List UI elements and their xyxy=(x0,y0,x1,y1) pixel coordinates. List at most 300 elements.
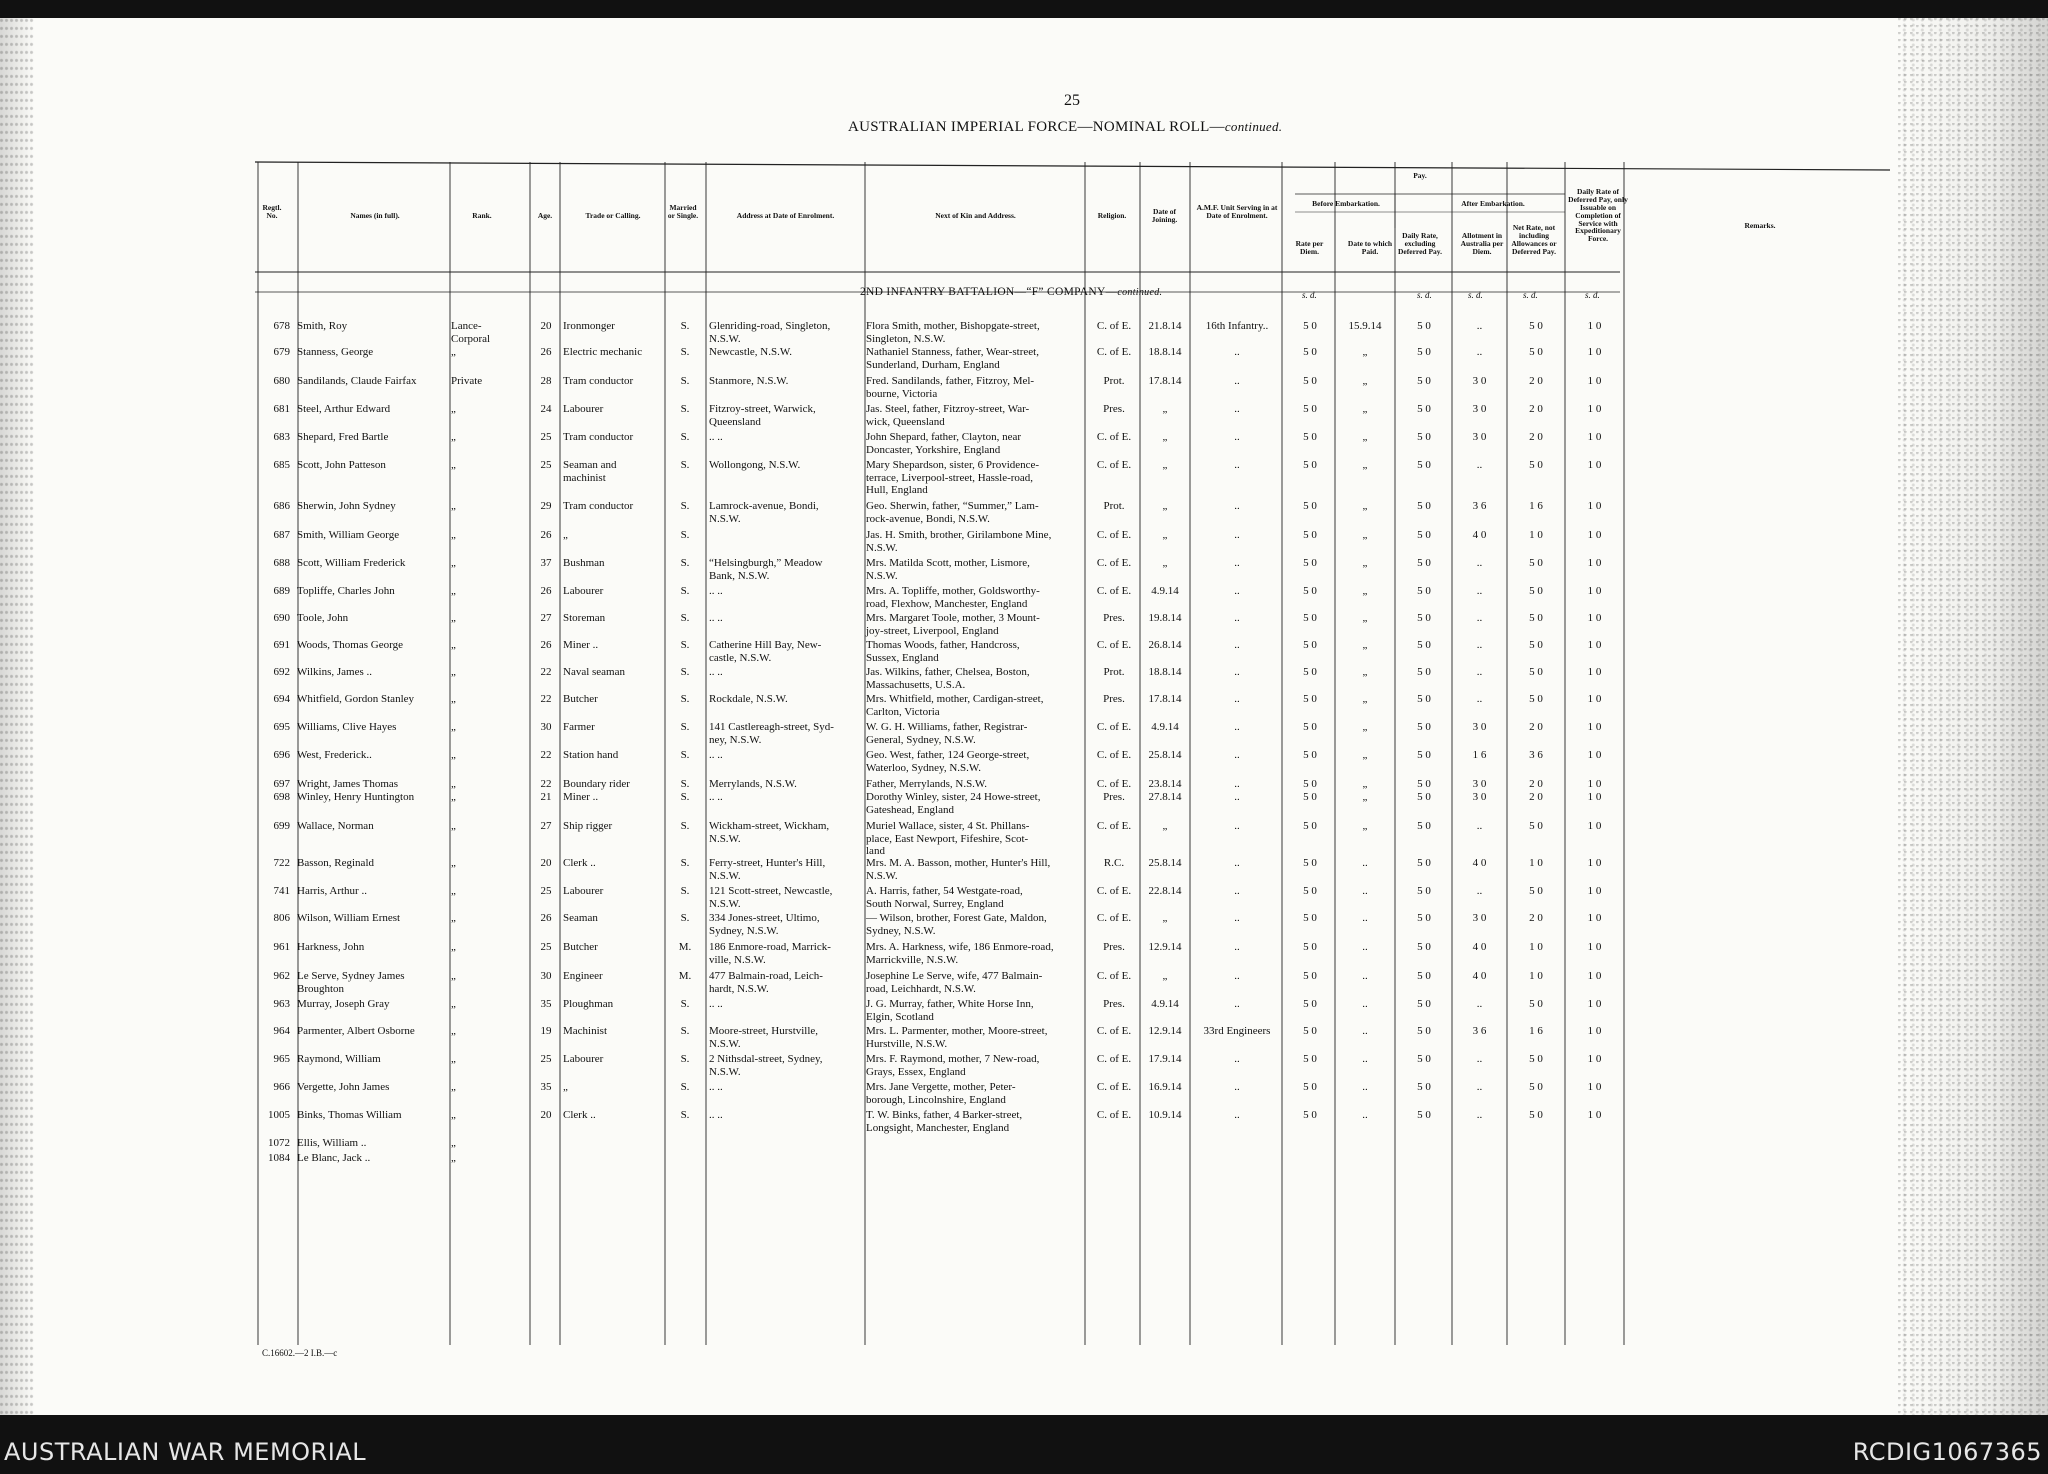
cell-daily-rate: 5 0 xyxy=(1417,778,1431,790)
cell-rate-per-diem: 5 0 xyxy=(1303,500,1317,512)
cell-unit: .. xyxy=(1234,639,1240,651)
cell-rate-per-diem: 5 0 xyxy=(1303,1109,1317,1121)
cell-daily-rate: 5 0 xyxy=(1417,403,1431,415)
cell-allotment: 1 6 xyxy=(1472,749,1487,761)
header-unit: A.M.F. Unit Serving in at Date of Enrolment. xyxy=(1196,203,1278,220)
cell-religion: C. of E. xyxy=(1096,820,1132,832)
cell-unit: .. xyxy=(1234,585,1240,597)
cell-rank: „ xyxy=(451,557,456,569)
cell-address: Merrylands, N.S.W. xyxy=(709,778,797,790)
cell-date-joined: 4.9.14 xyxy=(1151,585,1179,597)
cell-married-single: S. xyxy=(680,1109,690,1121)
cell-trade: Electric mechanic xyxy=(563,346,643,358)
cell-net-rate: 2 0 xyxy=(1529,431,1543,443)
cell-date-joined: 19.8.14 xyxy=(1148,612,1182,624)
cell-religion: C. of E. xyxy=(1096,459,1132,471)
cell-religion: C. of E. xyxy=(1096,778,1132,790)
cell-deferred-pay: 1 0 xyxy=(1587,585,1602,597)
cell-married-single: S. xyxy=(680,857,690,869)
cell-net-rate: 5 0 xyxy=(1529,1109,1543,1121)
cell-rank: „ xyxy=(451,885,456,897)
cell-date-joined: 18.8.14 xyxy=(1148,666,1182,678)
cell-regtl-no: 680 xyxy=(273,375,290,387)
cell-rate-per-diem: 5 0 xyxy=(1303,1081,1317,1093)
header-address: Address at Date of Enrolment. xyxy=(736,211,835,220)
cell-daily-rate: 5 0 xyxy=(1417,970,1431,982)
cell-address: Fitzroy-street, Warwick, Queensland xyxy=(709,403,816,428)
cell-unit: .. xyxy=(1234,500,1240,512)
header-name: Names (in full). xyxy=(350,211,400,220)
cell-date-joined: 4.9.14 xyxy=(1151,998,1179,1010)
cell-name: West, Frederick.. xyxy=(297,749,372,761)
cell-date-joined: „ xyxy=(1162,459,1168,471)
cell-religion: C. of E. xyxy=(1096,970,1132,982)
cell-trade: Miner .. xyxy=(563,639,599,651)
cell-rate-per-diem: 5 0 xyxy=(1303,857,1317,869)
header-religion: Religion. xyxy=(1097,211,1127,220)
cell-trade: „ xyxy=(563,529,568,541)
cell-rate-per-diem: 5 0 xyxy=(1303,459,1317,471)
cell-trade: Labourer xyxy=(563,1053,604,1065)
cell-allotment: 4 0 xyxy=(1472,529,1487,541)
cell-married-single: S. xyxy=(680,431,690,443)
cell-date-paid: „ xyxy=(1362,431,1368,443)
cell-unit: .. xyxy=(1234,857,1240,869)
cell-name: Scott, William Frederick xyxy=(297,557,406,569)
cell-regtl-no: 694 xyxy=(273,693,290,705)
cell-net-rate: 5 0 xyxy=(1529,820,1543,832)
cell-name: Binks, Thomas William xyxy=(297,1109,402,1121)
page-title-suffix: continued. xyxy=(1224,119,1283,134)
cell-net-rate: 1 0 xyxy=(1529,970,1543,982)
cell-daily-rate: 5 0 xyxy=(1417,941,1431,953)
cell-daily-rate: 5 0 xyxy=(1417,791,1431,803)
cell-regtl-no: 689 xyxy=(273,585,290,597)
cell-net-rate: 5 0 xyxy=(1529,998,1543,1010)
cell-rate-per-diem: 5 0 xyxy=(1303,721,1317,733)
cell-religion: C. of E. xyxy=(1096,585,1132,597)
cell-allotment: .. xyxy=(1476,320,1483,332)
cell-rate-per-diem: 5 0 xyxy=(1303,666,1317,678)
cell-deferred-pay: 1 0 xyxy=(1587,459,1602,471)
cell-allotment: 3 0 xyxy=(1472,791,1487,803)
cell-daily-rate: 5 0 xyxy=(1417,431,1431,443)
header-after-embarkation: After Embarkation. xyxy=(1461,199,1525,208)
cell-name: Harris, Arthur .. xyxy=(297,885,367,897)
cell-rate-per-diem: 5 0 xyxy=(1303,557,1317,569)
cell-rate-per-diem: 5 0 xyxy=(1303,639,1317,651)
cell-married-single: S. xyxy=(680,557,690,569)
cell-unit: .. xyxy=(1234,998,1240,1010)
cell-name: Shepard, Fred Bartle xyxy=(297,431,389,443)
cell-religion: C. of E. xyxy=(1096,529,1132,541)
cell-date-paid: .. xyxy=(1362,1025,1368,1037)
cell-religion: Prot. xyxy=(1103,500,1125,512)
cell-allotment: .. xyxy=(1476,585,1483,597)
cell-regtl-no: 681 xyxy=(273,403,290,415)
cell-married-single: S. xyxy=(680,1053,690,1065)
cell-date-joined: 17.8.14 xyxy=(1148,375,1182,387)
cell-address: .. .. xyxy=(709,585,723,597)
header-rate-per-diem: Rate per Diem. xyxy=(1295,239,1324,256)
cell-rate-per-diem: 5 0 xyxy=(1303,820,1317,832)
cell-name: Sandilands, Claude Fairfax xyxy=(297,375,417,387)
cell-unit: .. xyxy=(1234,778,1240,790)
cell-married-single: S. xyxy=(680,1081,690,1093)
cell-religion: Pres. xyxy=(1103,693,1125,705)
cell-name: Williams, Clive Hayes xyxy=(297,721,397,733)
cell-trade: Ship rigger xyxy=(563,820,613,832)
cell-regtl-no: 806 xyxy=(273,912,290,924)
cell-regtl-no: 1005 xyxy=(268,1109,290,1121)
cell-daily-rate: 5 0 xyxy=(1417,346,1431,358)
cell-regtl-no: 685 xyxy=(273,459,290,471)
cell-next-of-kin: Mrs. A. Topliffe, mother, Goldsworthy- road, Flexhow, Manchester, England xyxy=(866,585,1040,610)
cell-rank: „ xyxy=(451,459,456,471)
cell-rank: „ xyxy=(451,791,456,803)
cell-deferred-pay: 1 0 xyxy=(1587,666,1602,678)
cell-married-single: S. xyxy=(680,666,690,678)
cell-rate-per-diem: 5 0 xyxy=(1303,1025,1317,1037)
cell-net-rate: 3 6 xyxy=(1529,749,1543,761)
cell-trade: Clerk .. xyxy=(563,857,596,869)
cell-net-rate: 1 0 xyxy=(1529,857,1543,869)
cell-date-joined: 18.8.14 xyxy=(1148,346,1182,358)
cell-address: 141 Castlereagh-street, Syd- ney, N.S.W. xyxy=(709,721,834,746)
cell-married-single: S. xyxy=(680,778,690,790)
cell-age: 20 xyxy=(540,1109,552,1121)
cell-rate-per-diem: 5 0 xyxy=(1303,612,1317,624)
cell-allotment: .. xyxy=(1476,557,1483,569)
cell-trade: Naval seaman xyxy=(563,666,625,678)
cell-age: 22 xyxy=(540,749,552,761)
cell-rank: „ xyxy=(451,1109,456,1121)
cell-trade: Labourer xyxy=(563,585,604,597)
cell-net-rate: 5 0 xyxy=(1529,612,1543,624)
cell-address: Glenriding-road, Singleton, N.S.W. xyxy=(709,320,831,345)
cell-religion: C. of E. xyxy=(1096,557,1132,569)
cell-net-rate: 5 0 xyxy=(1529,639,1543,651)
cell-date-joined: 12.9.14 xyxy=(1148,1025,1182,1037)
cell-date-joined: 21.8.14 xyxy=(1148,320,1182,332)
cell-date-paid: „ xyxy=(1362,585,1368,597)
cell-unit: .. xyxy=(1234,941,1240,953)
cell-allotment: 3 0 xyxy=(1472,912,1487,924)
cell-trade: Farmer xyxy=(563,721,595,733)
cell-unit: .. xyxy=(1234,693,1240,705)
cell-date-paid: „ xyxy=(1362,500,1368,512)
cell-married-single: S. xyxy=(680,791,690,803)
cell-religion: C. of E. xyxy=(1096,431,1132,443)
cell-address: 2 Nithsdal-street, Sydney, N.S.W. xyxy=(709,1053,823,1078)
cell-regtl-no: 962 xyxy=(273,970,290,982)
cell-married-single: S. xyxy=(680,612,690,624)
cell-date-joined: 17.8.14 xyxy=(1148,693,1182,705)
cell-rate-per-diem: 5 0 xyxy=(1303,941,1317,953)
cell-age: 25 xyxy=(540,1053,552,1065)
cell-net-rate: 2 0 xyxy=(1529,721,1543,733)
cell-religion: C. of E. xyxy=(1096,885,1132,897)
cell-unit: .. xyxy=(1234,970,1240,982)
cell-daily-rate: 5 0 xyxy=(1417,820,1431,832)
cell-name: Winley, Henry Huntington xyxy=(297,791,415,803)
cell-daily-rate: 5 0 xyxy=(1417,375,1431,387)
header-pay: Pay. xyxy=(1413,171,1427,180)
cell-date-paid: „ xyxy=(1362,721,1368,733)
cell-rank: „ xyxy=(451,403,456,415)
cell-next-of-kin: Flora Smith, mother, Bishopgate-street, Singleton, N.S.W. xyxy=(866,320,1040,345)
cell-deferred-pay: 1 0 xyxy=(1587,721,1602,733)
cell-rate-per-diem: 5 0 xyxy=(1303,791,1317,803)
cell-date-paid: „ xyxy=(1362,791,1368,803)
cell-trade: Labourer xyxy=(563,885,604,897)
cell-daily-rate: 5 0 xyxy=(1417,459,1431,471)
cell-age: 25 xyxy=(540,431,552,443)
cell-trade: Machinist xyxy=(563,1025,607,1037)
cell-name: Steel, Arthur Edward xyxy=(297,403,391,415)
cell-allotment: 3 0 xyxy=(1472,721,1487,733)
cell-address: .. .. xyxy=(709,612,723,624)
cell-name: Murray, Joseph Gray xyxy=(297,998,390,1010)
cell-deferred-pay: 1 0 xyxy=(1587,1109,1602,1121)
cell-name: Parmenter, Albert Osborne xyxy=(297,1025,415,1037)
cell-unit: .. xyxy=(1234,529,1240,541)
cell-rank: „ xyxy=(451,1025,456,1037)
cell-rank: „ xyxy=(451,639,456,651)
cell-daily-rate: 5 0 xyxy=(1417,500,1431,512)
cell-next-of-kin: Nathaniel Stanness, father, Wear-street, Sunderland, Durham, England xyxy=(866,346,1039,371)
cell-deferred-pay: 1 0 xyxy=(1587,820,1602,832)
cell-name: Smith, William George xyxy=(297,529,400,541)
cell-trade: Storeman xyxy=(563,612,606,624)
cell-address: Moore-street, Hurstville, N.S.W. xyxy=(709,1025,819,1050)
cell-regtl-no: 696 xyxy=(273,749,290,761)
cell-daily-rate: 5 0 xyxy=(1417,639,1431,651)
cell-religion: C. of E. xyxy=(1096,749,1132,761)
cell-name: Whitfield, Gordon Stanley xyxy=(297,693,415,705)
cell-name: Basson, Reginald xyxy=(297,857,374,869)
cell-married-single: M. xyxy=(678,941,692,953)
cell-name: Wilson, William Ernest xyxy=(297,912,401,924)
cell-allotment: 3 6 xyxy=(1472,1025,1487,1037)
cell-next-of-kin: W. G. H. Williams, father, Registrar- General, Sydney, N.S.W. xyxy=(866,721,1028,746)
cell-unit: .. xyxy=(1234,885,1240,897)
cell-religion: C. of E. xyxy=(1096,912,1132,924)
cell-married-single: S. xyxy=(680,820,690,832)
cell-age: 25 xyxy=(540,459,552,471)
header-date-paid: Date to which Paid. xyxy=(1347,239,1393,256)
cell-rank: „ xyxy=(451,529,456,541)
cell-rank: „ xyxy=(451,1152,456,1164)
cell-deferred-pay: 1 0 xyxy=(1587,500,1602,512)
cell-date-joined: „ xyxy=(1162,431,1168,443)
cell-next-of-kin: Mrs. Matilda Scott, mother, Lismore, N.S.W. xyxy=(866,557,1030,582)
header-date-joining: Date of Joining. xyxy=(1151,207,1178,224)
cell-unit: .. xyxy=(1234,612,1240,624)
table-rule xyxy=(255,162,1890,170)
cell-address: Stanmore, N.S.W. xyxy=(709,375,789,387)
cell-religion: C. of E. xyxy=(1096,1109,1132,1121)
cell-deferred-pay: 1 0 xyxy=(1587,346,1602,358)
cell-deferred-pay: 1 0 xyxy=(1587,693,1602,705)
cell-trade: Ironmonger xyxy=(563,320,615,332)
cell-next-of-kin: — Wilson, brother, Forest Gate, Maldon, Sydney, N.S.W. xyxy=(866,912,1047,937)
cell-age: 22 xyxy=(540,693,552,705)
cell-net-rate: 5 0 xyxy=(1529,585,1543,597)
cell-married-single: S. xyxy=(680,721,690,733)
cell-date-paid: .. xyxy=(1362,912,1368,924)
cell-regtl-no: 964 xyxy=(273,1025,290,1037)
header-married: Married or Single. xyxy=(667,203,699,220)
cell-rank: „ xyxy=(451,912,456,924)
cell-deferred-pay: 1 0 xyxy=(1587,612,1602,624)
cell-net-rate: 5 0 xyxy=(1529,459,1543,471)
cell-name: Le Serve, Sydney James Broughton xyxy=(297,970,405,995)
cell-trade: Miner .. xyxy=(563,791,599,803)
cell-rate-per-diem: 5 0 xyxy=(1303,912,1317,924)
cell-age: 26 xyxy=(540,346,552,358)
cell-rate-per-diem: 5 0 xyxy=(1303,320,1317,332)
cell-next-of-kin: Dorothy Winley, sister, 24 Howe-street, Gateshead, England xyxy=(866,791,1041,816)
cell-age: 27 xyxy=(540,612,552,624)
cell-rate-per-diem: 5 0 xyxy=(1303,346,1317,358)
cell-daily-rate: 5 0 xyxy=(1417,1053,1431,1065)
archive-footer-left: AUSTRALIAN WAR MEMORIAL xyxy=(4,1438,367,1466)
cell-next-of-kin: Mrs. Whitfield, mother, Cardigan-street, Carlton, Victoria xyxy=(866,693,1044,718)
cell-religion: C. of E. xyxy=(1096,346,1132,358)
cell-rate-per-diem: 5 0 xyxy=(1303,431,1317,443)
cell-regtl-no: 1084 xyxy=(268,1152,290,1164)
cell-allotment: .. xyxy=(1476,885,1483,897)
cell-age: 37 xyxy=(540,557,552,569)
cell-date-paid: .. xyxy=(1362,885,1368,897)
header-age: Age. xyxy=(537,211,553,220)
cell-age: 26 xyxy=(540,639,552,651)
currency-rate: s. d. xyxy=(1302,290,1317,300)
cell-deferred-pay: 1 0 xyxy=(1587,431,1602,443)
cell-daily-rate: 5 0 xyxy=(1417,998,1431,1010)
cell-rank: „ xyxy=(451,778,456,790)
section-heading xyxy=(860,286,1162,298)
cell-net-rate: 2 0 xyxy=(1529,912,1543,924)
cell-deferred-pay: 1 0 xyxy=(1587,941,1602,953)
cell-allotment: .. xyxy=(1476,693,1483,705)
cell-rate-per-diem: 5 0 xyxy=(1303,403,1317,415)
cell-date-joined: „ xyxy=(1162,557,1168,569)
cell-daily-rate: 5 0 xyxy=(1417,749,1431,761)
cell-married-single: S. xyxy=(680,1025,690,1037)
cell-next-of-kin: Mrs. F. Raymond, mother, 7 New-road, Grays, Essex, England xyxy=(866,1053,1040,1078)
cell-age: 20 xyxy=(540,320,552,332)
cell-address: 121 Scott-street, Newcastle, N.S.W. xyxy=(709,885,833,910)
cell-net-rate: 5 0 xyxy=(1529,885,1543,897)
cell-unit: .. xyxy=(1234,375,1240,387)
cell-unit: 16th Infantry.. xyxy=(1205,320,1269,332)
header-before-embarkation: Before Embarkation. xyxy=(1312,199,1380,208)
cell-rank: „ xyxy=(451,749,456,761)
cell-date-paid: „ xyxy=(1362,459,1368,471)
cell-regtl-no: 697 xyxy=(273,778,290,790)
cell-married-single: M. xyxy=(678,970,692,982)
cell-date-joined: 16.9.14 xyxy=(1148,1081,1182,1093)
cell-unit: .. xyxy=(1234,459,1240,471)
cell-name: Scott, John Patteson xyxy=(297,459,386,471)
cell-rate-per-diem: 5 0 xyxy=(1303,375,1317,387)
cell-name: Ellis, William .. xyxy=(297,1137,367,1149)
cell-date-joined: „ xyxy=(1162,403,1168,415)
cell-next-of-kin: Geo. West, father, 124 George-street, Waterloo, Sydney, N.S.W. xyxy=(866,749,1030,774)
cell-age: 30 xyxy=(540,721,552,733)
cell-religion: Pres. xyxy=(1103,941,1125,953)
cell-age: 22 xyxy=(540,666,552,678)
cell-net-rate: 1 6 xyxy=(1529,1025,1543,1037)
cell-regtl-no: 966 xyxy=(273,1081,290,1093)
cell-married-single: S. xyxy=(680,749,690,761)
currency-net: s. d. xyxy=(1523,290,1538,300)
cell-date-paid: .. xyxy=(1362,941,1368,953)
cell-deferred-pay: 1 0 xyxy=(1587,1025,1602,1037)
cell-married-single: S. xyxy=(680,459,690,471)
cell-daily-rate: 5 0 xyxy=(1417,857,1431,869)
cell-name: Vergette, John James xyxy=(297,1081,390,1093)
cell-rank: „ xyxy=(451,857,456,869)
cell-date-joined: 10.9.14 xyxy=(1148,1109,1182,1121)
cell-rank: „ xyxy=(451,970,456,982)
cell-regtl-no: 699 xyxy=(273,820,290,832)
cell-rank: „ xyxy=(451,346,456,358)
cell-unit: .. xyxy=(1234,912,1240,924)
cell-regtl-no: 741 xyxy=(273,885,290,897)
cell-trade: Tram conductor xyxy=(563,431,634,443)
cell-deferred-pay: 1 0 xyxy=(1587,857,1602,869)
cell-address: .. .. xyxy=(709,791,723,803)
cell-deferred-pay: 1 0 xyxy=(1587,639,1602,651)
cell-next-of-kin: Geo. Sherwin, father, “Summer,” Lam- rock-avenue, Bondi, N.S.W. xyxy=(866,500,1039,525)
cell-date-paid: .. xyxy=(1362,1109,1368,1121)
cell-age: 35 xyxy=(540,1081,552,1093)
cell-deferred-pay: 1 0 xyxy=(1587,912,1602,924)
cell-next-of-kin: Fred. Sandilands, father, Fitzroy, Mel- bourne, Victoria xyxy=(866,375,1035,400)
cell-daily-rate: 5 0 xyxy=(1417,320,1431,332)
cell-rank: „ xyxy=(451,721,456,733)
cell-address: “Helsingburgh,” Meadow Bank, N.S.W. xyxy=(709,557,823,582)
cell-daily-rate: 5 0 xyxy=(1417,1109,1431,1121)
cell-address: 186 Enmore-road, Marrick- ville, N.S.W. xyxy=(709,941,831,966)
currency-daily: s. d. xyxy=(1417,290,1432,300)
currency-allotment: s. d. xyxy=(1468,290,1483,300)
cell-daily-rate: 5 0 xyxy=(1417,612,1431,624)
cell-age: 20 xyxy=(540,857,552,869)
cell-name: Topliffe, Charles John xyxy=(297,585,395,597)
cell-name: Wilkins, James .. xyxy=(297,666,373,678)
cell-married-single: S. xyxy=(680,693,690,705)
cell-daily-rate: 5 0 xyxy=(1417,885,1431,897)
cell-daily-rate: 5 0 xyxy=(1417,585,1431,597)
cell-age: 25 xyxy=(540,885,552,897)
cell-allotment: .. xyxy=(1476,820,1483,832)
cell-next-of-kin: Mrs. M. A. Basson, mother, Hunter's Hill, N.S.W. xyxy=(866,857,1051,882)
cell-trade: Ploughman xyxy=(563,998,614,1010)
cell-age: 26 xyxy=(540,912,552,924)
header-daily-rate: Daily Rate, excluding Deferred Pay. xyxy=(1398,231,1443,256)
cell-address: .. .. xyxy=(709,1081,723,1093)
cell-address: Rockdale, N.S.W. xyxy=(709,693,788,705)
cell-religion: Pres. xyxy=(1103,791,1125,803)
currency-deferred: s. d. xyxy=(1585,290,1600,300)
cell-regtl-no: 695 xyxy=(273,721,290,733)
cell-net-rate: 2 0 xyxy=(1529,778,1543,790)
cell-date-joined: „ xyxy=(1162,912,1168,924)
